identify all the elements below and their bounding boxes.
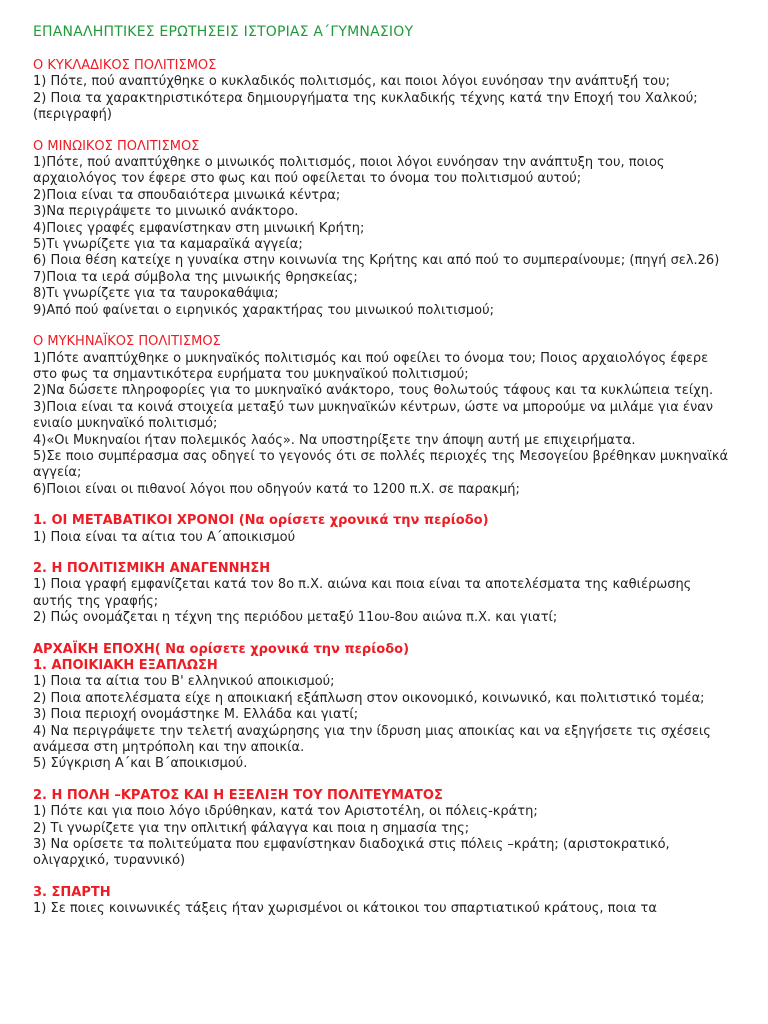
question-item: 1) Πότε, πού αναπτύχθηκε ο κυκλαδικός πολιτισμός, και ποιοι λόγοι ευνόησαν την ανάπτυξή του;	[33, 74, 671, 90]
question-item: 3) Να ορίσετε τα πολιτεύματα που εμφανίστηκαν διαδοχικά στις πόλεις –κράτη; (αριστοκρατικό, ολιγαρχικό, τυραννικό)	[33, 837, 670, 869]
question-item: 2)Ποια είναι τα σπουδαιότερα μινωικά κέντρα;	[33, 187, 341, 203]
section	[33, 885, 733, 918]
question-item: 2) Ποια αποτελέσματα είχε η αποικιακή εξάπλωση στον οικονομικό, κοινωνικό, και πολιτιστικό τομέα;	[33, 690, 705, 706]
question-item: 5)Τι γνωρίζετε για τα καμαραϊκά αγγεία;	[33, 237, 303, 253]
question-item: 1) Σε ποιες κοινωνικές τάξεις ήταν χωρισμένοι οι κάτοικοι του σπαρτιατικού κράτους, ποια τα	[33, 901, 657, 917]
section-heading: 2. Η ΠΟΛΗ –ΚΡΑΤΟΣ ΚΑΙ Η ΕΞΕΛΙΞΗ ΤΟΥ ΠΟΛΙΤΕΥΜΑΤΟΣ	[33, 787, 443, 803]
section	[33, 139, 733, 319]
question-item: 4) Να περιγράψετε την τελετή αναχώρησης για την ίδρυση μιας αποικίας και να εξηγήσετε τις σχέσεις ανάμεσα στη μητρόπολη και την αποικία.	[33, 723, 711, 756]
question-item: 1)Πότε αναπτύχθηκε ο μυκηναϊκός πολιτισμός και πού οφείλει το όνομα του; Ποιος αρχαιολόγος έφερε στο φως τα σημαντικότερα ευρήματα του μυκηναϊκού πολιτισμού;	[33, 350, 709, 382]
question-item: 5)Σε ποιο συμπέρασμα σας οδηγεί το γεγονός ότι σε πολλές περιοχές της Μεσογείου βρέθηκαν μυκηναϊκά αγγεία;	[33, 448, 729, 481]
question-item: 6) Ποια θέση κατείχε η γυναίκα στην κοινωνία της Κρήτης και από πού το συμπεραίνουμε; (πηγή σελ.26)	[33, 253, 720, 269]
question-item: 6)Ποιοι είναι οι πιθανοί λόγοι που οδηγούν κατά το 1200 π.Χ. σε παρακμή;	[33, 481, 520, 497]
section	[33, 788, 733, 870]
section	[33, 513, 733, 546]
section-heading: 2. Η ΠΟΛΙΤΙΣΜΙΚΗ ΑΝΑΓΕΝΝΗΣΗ	[33, 560, 271, 576]
question-item: 4)«Οι Μυκηναίοι ήταν πολεμικός λαός». Να υποστηρίξετε την άποψη αυτή με επιχειρήματα.	[33, 432, 636, 448]
section-heading: 1. ΟΙ ΜΕΤΑΒΑΤΙΚΟΙ ΧΡΟΝΟΙ (Να ορίσετε χρονικά την περίοδο)	[33, 513, 489, 529]
document-title: ΕΠΑΝΑΛΗΠΤΙΚΕΣ ΕΡΩΤΗΣΕΙΣ ΙΣΤΟΡΙΑΣ Α΄ΓΥΜΝΑΣΙΟΥ	[33, 24, 414, 40]
question-item: 5) Σύγκριση Α΄και Β΄αποικισμού.	[33, 756, 248, 772]
question-item: 3)Να περιγράψετε το μινωικό ανάκτορο.	[33, 204, 299, 220]
question-item: 2) Τι γνωρίζετε για την οπλιτική φάλαγγα και ποια η σημασία της;	[33, 820, 470, 836]
question-item: 3)Ποια είναι τα κοινά στοιχεία μεταξύ των μυκηναϊκών κέντρων, ώστε να μπορούμε να μιλάμε για έναν ενιαίο μυκηναϊκό πολιτισμό;	[33, 399, 714, 432]
question-item: 3) Ποια περιοχή ονομάστηκε Μ. Ελλάδα και γιατί;	[33, 707, 359, 723]
question-item: 8)Τι γνωρίζετε για τα ταυροκαθάψια;	[33, 286, 279, 302]
document-page	[33, 24, 733, 933]
question-item: 1) Ποια τα αίτια του Β' ελληνικού αποικισμού;	[33, 674, 335, 690]
question-item: 1) Πότε και για ποιο λόγο ιδρύθηκαν, κατά τον Αριστοτέλη, οι πόλεις-κράτη;	[33, 804, 538, 820]
question-item: 2) Πώς ονομάζεται η τέχνη της περιόδου μεταξύ 11ου-8ου αιώνα π.Χ. και γιατί;	[33, 610, 558, 626]
question-item: 2) Ποια τα χαρακτηριστικότερα δημιουργήματα της κυκλαδικής τέχνης κατά την Εποχή του Χαλκού; (περιγραφή)	[33, 90, 698, 123]
section-heading: 1. ΑΠΟΙΚΙΑΚΗ ΕΞΑΠΛΩΣΗ	[33, 658, 218, 673]
section	[33, 334, 733, 498]
section-heading: Ο ΜΥΚΗΝΑΪΚΟΣ ΠΟΛΙΤΙΣΜΟΣ	[33, 334, 221, 350]
section	[33, 58, 733, 124]
question-item: 7)Ποια τα ιερά σύμβολα της μινωικής θρησκείας;	[33, 269, 358, 285]
question-item: 4)Ποιες γραφές εμφανίστηκαν στη μινωική Κρήτη;	[33, 220, 365, 236]
section	[33, 642, 733, 773]
section-heading: ΑΡΧΑΪΚΗ ΕΠΟΧΗ( Να ορίσετε χρονικά την περίοδο)	[33, 641, 410, 657]
section	[33, 561, 733, 627]
question-item: 1) Ποια γραφή εμφανίζεται κατά τον 8ο π.Χ. αιώνα και ποια είναι τα αποτελέσματα της καθιέρωσης αυτής της γραφής;	[33, 577, 692, 609]
question-item: 2)Να δώσετε πληροφορίες για το μυκηναϊκό ανάκτορο, τους θολωτούς τάφους και τα κυκλώπεια τείχη.	[33, 383, 714, 399]
sections-container	[33, 58, 733, 918]
question-item: 1) Ποια είναι τα αίτια του Α΄αποικισμού	[33, 529, 296, 545]
section-heading: 3. ΣΠΑΡΤΗ	[33, 884, 111, 900]
section-heading: Ο ΚΥΚΛΑΔΙΚΟΣ ΠΟΛΙΤΙΣΜΟΣ	[33, 58, 217, 73]
section-heading: Ο ΜΙΝΩΙΚΟΣ ΠΟΛΙΤΙΣΜΟΣ	[33, 138, 200, 154]
question-item: 1)Πότε, πού αναπτύχθηκε ο μινωικός πολιτισμός, ποιοι λόγοι ευνόησαν την ανάπτυξη του, ποιος αρχαιολόγος τον έφερε στο φως και πού οφείλεται το όνομα του πολιτισμού αυτού;	[33, 155, 665, 187]
question-item: 9)Από πού φαίνεται ο ειρηνικός χαρακτήρας του μινωικού πολιτισμού;	[33, 302, 494, 318]
